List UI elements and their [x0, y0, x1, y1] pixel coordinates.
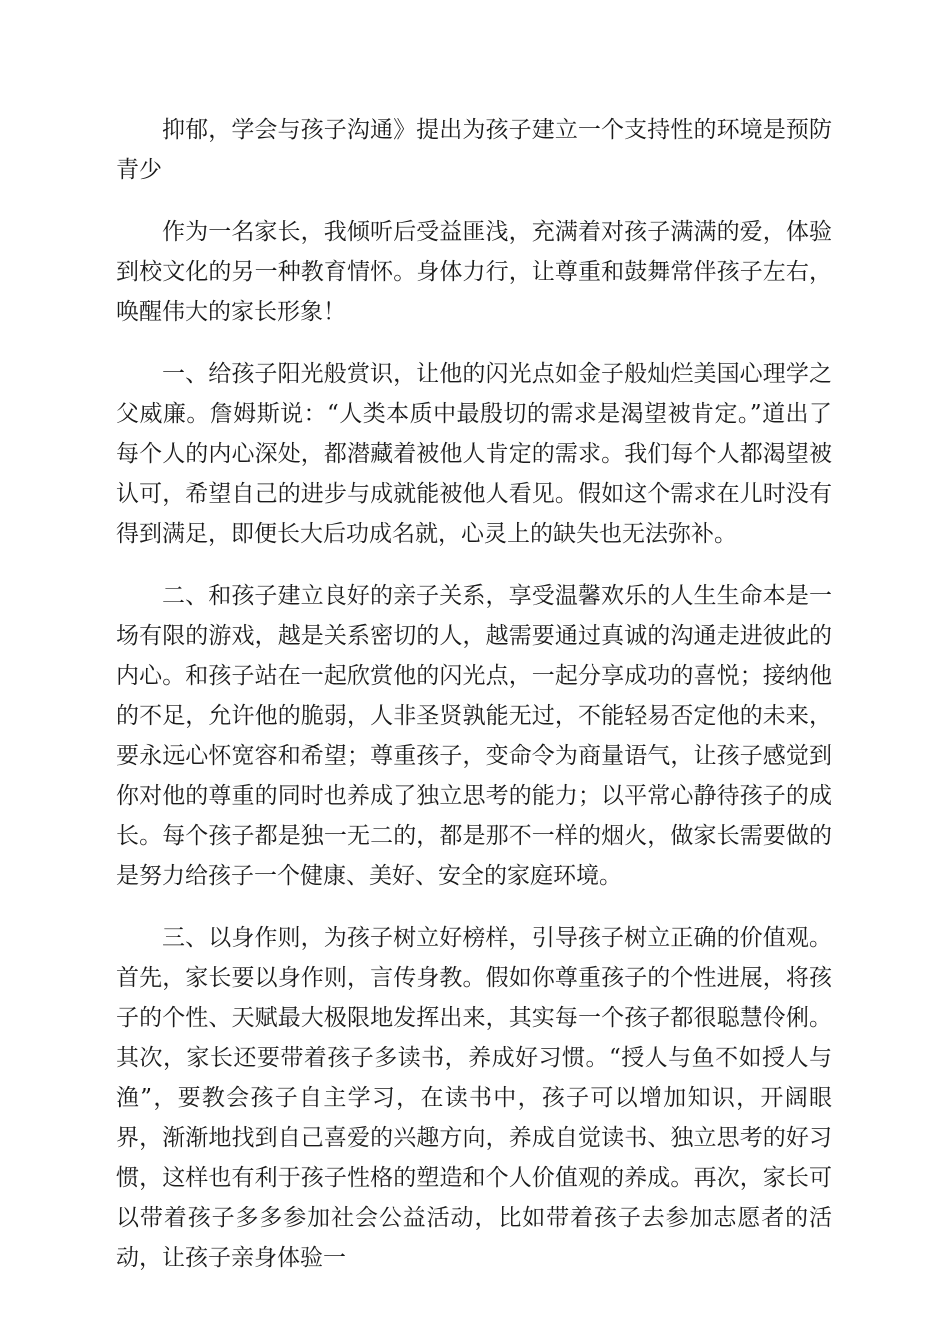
paragraph-point-three: 三、以身作则，为孩子树立好榜样，引导孩子树立正确的价值观。首先，家长要以身作则，言传身教。假如你尊重孩子的个性进展，将孩子的个性、天赋最大极限地发挥出来，其实每一个孩子都很聪慧伶俐。其次，家长还要带着孩子多读书，养成好习惯。“授人与鱼不如授人与渔”，要教会孩子自主学习，在读书中，孩子可以增加知识，开阔眼界，渐渐地找到自己喜爱的兴趣方向，养成自觉读书、独立思考的好习惯，这样也有利于孩子性格的塑造和个人价值观的养成。再次，家长可以带着孩子多多参加社会公益活动，比如带着孩子去参加志愿者的活动，让孩子亲身体验一	[116, 925, 832, 1271]
paragraph-parent-reflection: 作为一名家长，我倾听后受益匪浅，充满着对孩子满满的爱，体验到校文化的另一种教育情怀。身体力行，让尊重和鼓舞常伴孩子左右，唤醒伟大的家长形象！	[116, 219, 832, 325]
paragraph-intro-fragment: 抑郁，学会与孩子沟通》提出为孩子建立一个支持性的环境是预防青少	[116, 117, 832, 183]
paragraph-point-two: 二、和孩子建立良好的亲子关系，享受温馨欢乐的人生生命本是一场有限的游戏，越是关系密切的人，越需要通过真诚的沟通走进彼此的内心。和孩子站在一起欣赏他的闪光点，一起分享成功的喜悦；接纳他的不足，允许他的脆弱，人非圣贤孰能无过，不能轻易否定他的未来，要永远心怀宽容和希望；尊重孩子，变命令为商量语气，让孩子感觉到你对他的尊重的同时也养成了独立思考的能力；以平常心静待孩子的成长。每个孩子都是独一无二的，都是那不一样的烟火，做家长需要做的是努力给孩子一个健康、美好、安全的家庭环境。	[116, 583, 832, 889]
paragraph-point-one: 一、给孩子阳光般赏识，让他的闪光点如金子般灿烂美国心理学之父威廉。詹姆斯说：“人类本质中最殷切的需求是渴望被肯定。”道出了每个人的内心深处，都潜藏着被他人肯定的需求。我们每个人都渴望被认可，希望自己的进步与成就能被他人看见。假如这个需求在儿时没有得到满足，即便长大后功成名就，心灵上的缺失也无法弥补。	[116, 361, 832, 547]
document-body	[116, 110, 832, 1300]
